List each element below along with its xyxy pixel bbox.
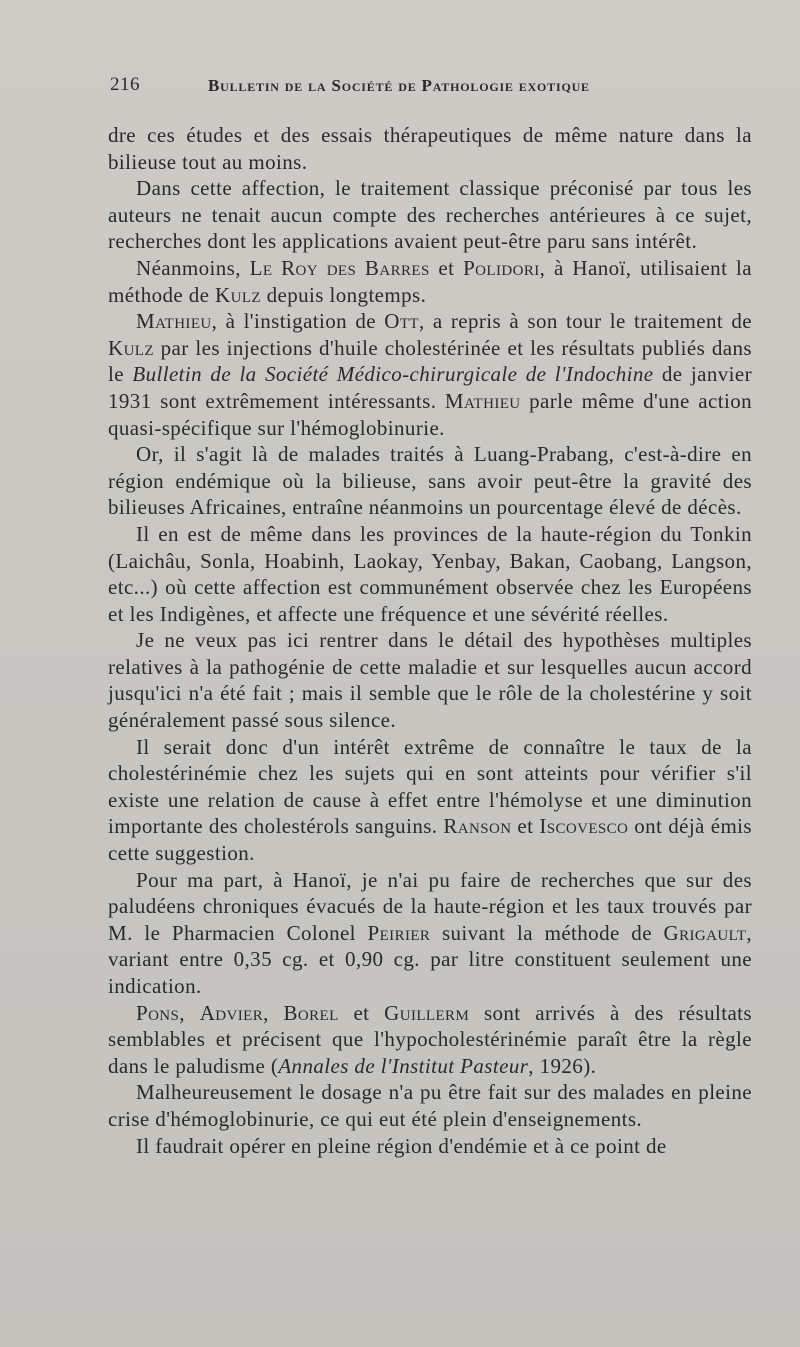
running-title: Bulletin de la Société de Pathologie exotique — [208, 76, 590, 95]
paragraph — [108, 1000, 752, 1080]
author-name: Mathieu — [444, 388, 521, 413]
text-run: parle même d'une action quasi-spécifique sur l'hémoglobinurie. — [108, 388, 752, 440]
author-name: Guillerm — [384, 1000, 470, 1025]
author-name: Pons — [136, 1000, 180, 1025]
text-run: et — [511, 814, 540, 839]
author-name: Grigault — [663, 920, 747, 945]
paragraph — [108, 1079, 752, 1132]
text-run: suivant la méthode de — [430, 920, 664, 945]
author-name: Borel — [283, 1000, 339, 1025]
body-text — [108, 122, 752, 1159]
author-name: Advier — [199, 1000, 264, 1025]
text-run: de janvier 1931 sont extrêmement intéressants. — [108, 362, 753, 413]
author-name: Polidori — [463, 255, 540, 280]
text-run: , — [179, 1000, 200, 1025]
author-name: Kulz — [215, 282, 261, 307]
paragraph — [108, 122, 752, 175]
text-run: depuis longtemps. — [260, 282, 427, 307]
text-run: et — [338, 1000, 385, 1025]
text-run: , — [263, 1000, 284, 1025]
text-run: sont arrivés à des résultats semblables et précisent que l'hypocholestérinémie paraît être la règle dans le paludisme ( — [108, 1000, 752, 1078]
text-run: Malheureusement le dosage n'a pu être fait sur des malades en pleine crise d'hémoglobinurie, ce qui eut été plein d'enseignements. — [108, 1080, 752, 1131]
text-run: , 1926). — [528, 1053, 597, 1078]
author-name: Ott — [384, 309, 419, 334]
text-run: Je ne veux pas ici rentrer dans le détail des hypothèses multiples relatives à la pathogénie de cette maladie et sur lesquelles aucun accord jusqu'ici n'a été fait ; mais il semble que le rôle de la cholestérine y soit généralement passé sous silence. — [108, 628, 752, 733]
author-name: Mathieu — [136, 309, 212, 334]
author-name: Kulz — [108, 335, 154, 360]
text-run: Il faudrait opérer en pleine région d'endémie et à ce point de — [136, 1133, 667, 1158]
text-run: Pour ma part, à Hanoï, je n'ai pu faire de recherches que sur des paludéens chroniques évacués de la haute-région et les taux trouvés par M. le Pharmacien Colonel — [108, 867, 752, 945]
author-name: Peirier — [367, 920, 431, 945]
text-run: Néanmoins, — [136, 255, 250, 280]
paragraph — [108, 734, 752, 867]
paragraph — [108, 255, 752, 308]
page-number: 216 — [110, 74, 140, 95]
paragraph — [108, 627, 752, 733]
paragraph — [108, 175, 752, 255]
text-run: , à Hanoï, utilisaient la méthode de — [108, 255, 752, 307]
author-name: Ranson — [443, 814, 512, 839]
text-run: , à l'instigation de — [211, 309, 385, 334]
text-run: ont déjà émis cette suggestion. — [108, 814, 752, 866]
text-run: Il serait donc d'un intérêt extrême de connaître le taux de la cholestérinémie chez les sujets qui en sont atteints pour vérifier s'il existe une relation de cause à effet entre l'hémolyse et une diminution importante des cholestérols sanguins. — [108, 734, 752, 839]
author-name: Iscovesco — [539, 814, 629, 839]
paragraph — [108, 308, 752, 441]
paragraph — [108, 867, 752, 1000]
page-header — [110, 74, 750, 104]
text-run: Or, il s'agit là de malades traités à Luang-Prabang, c'est-à-dire en région endémique où la bilieuse, sans avoir peut-être la gravité des bilieuses Africaines, entraîne néanmoins un pourcentage élevé de décès. — [108, 442, 752, 520]
paragraph — [108, 1133, 752, 1160]
paragraph — [108, 521, 752, 627]
text-run: , a repris à son tour le traitement de — [418, 309, 753, 334]
text-run: dre ces études et des essais thérapeutiques de même nature dans la bilieuse tout au moins. — [108, 123, 752, 174]
text-run: , variant entre 0,35 cg. et 0,90 cg. par litre constituent seulement une indication. — [108, 920, 752, 998]
author-name: Le Roy des Barres — [249, 255, 430, 280]
text-run: Dans cette affection, le traitement classique préconisé par tous les auteurs ne tenait aucun compte des recherches antérieures à ce sujet, recherches dont les applications avaient peut-être paru sans intérêt. — [108, 176, 752, 254]
text-run: et — [429, 255, 464, 280]
citation-title: Bulletin de la Société Médico-chirurgicale de l'Indochine — [132, 362, 654, 387]
citation-title: Annales de l'Institut Pasteur — [278, 1053, 529, 1078]
text-run: par les injections d'huile cholestérinée et les résultats publiés dans le — [108, 335, 752, 387]
paragraph — [108, 441, 752, 521]
text-run: Il en est de même dans les provinces de la haute-région du Tonkin (Laichâu, Sonla, Hoabinh, Laokay, Yenbay, Bakan, Caobang, Langson, etc...) où cette affection est communément observée chez les Européens et les Indigènes, et affecte une fréquence et une sévérité réelles. — [108, 521, 752, 626]
